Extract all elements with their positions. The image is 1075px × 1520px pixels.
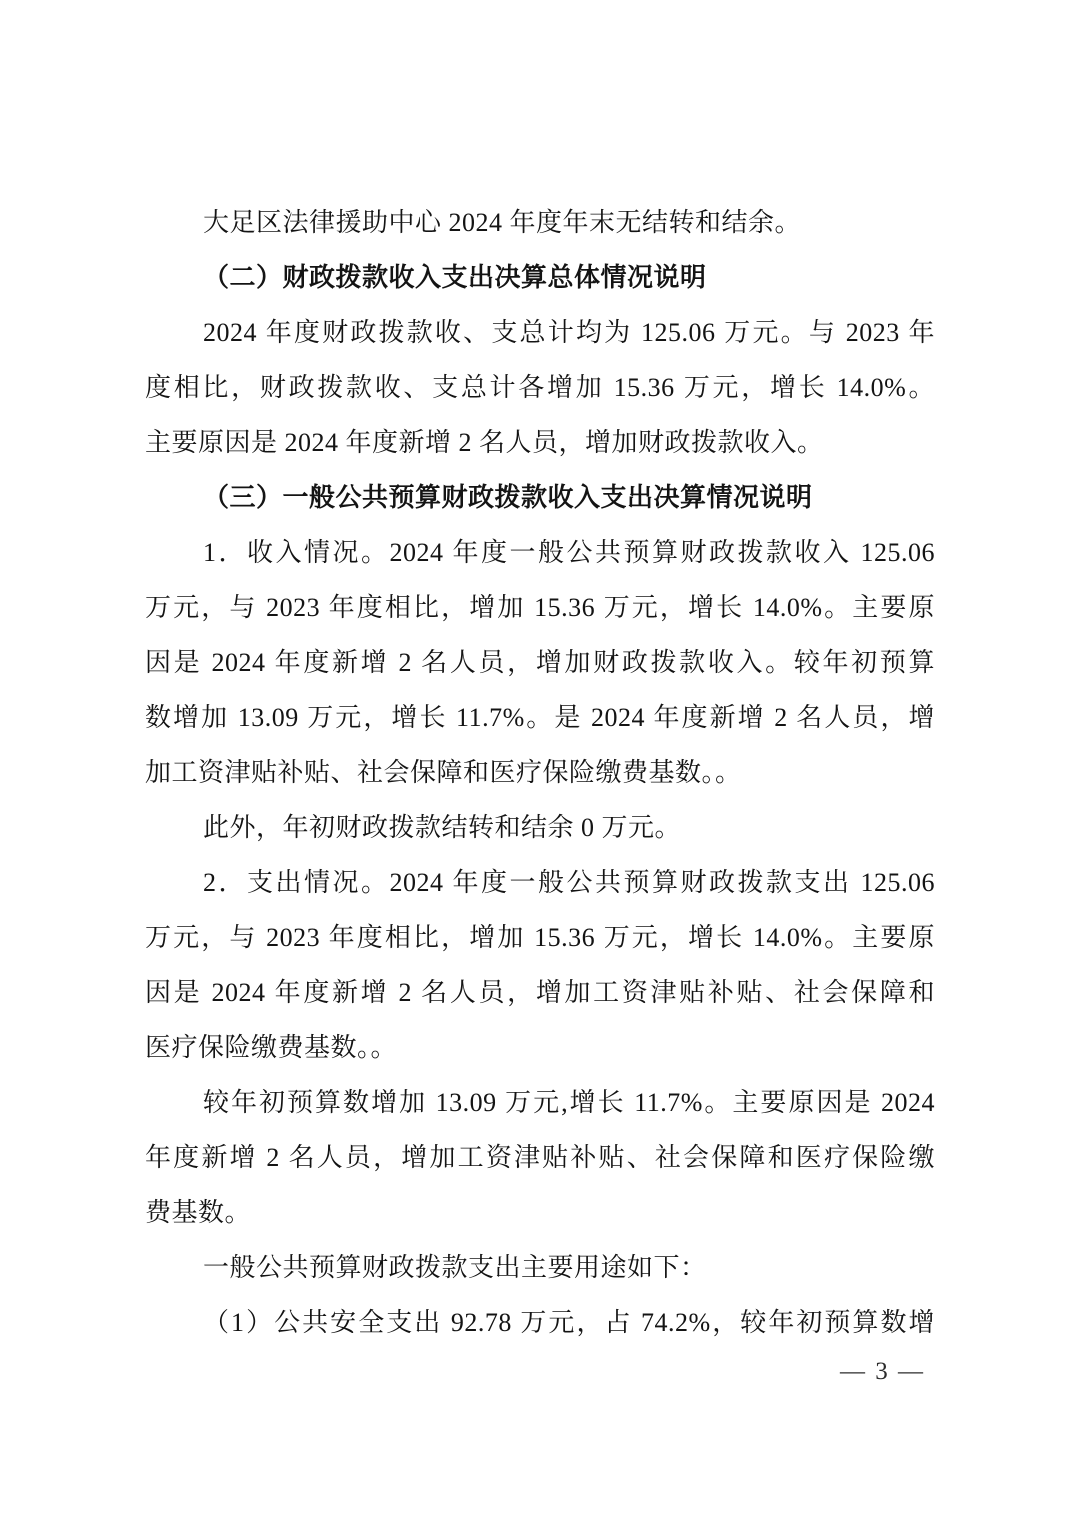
text-line: 一般公共预算财政拨款支出主要用途如下： — [203, 1253, 707, 1282]
document-body — [145, 195, 935, 1350]
page-number: — 3 — — [840, 1358, 925, 1385]
text-line: （1）公共安全支出 92.78 万元，占 74.2%，较年初预算数增 — [203, 1308, 935, 1337]
text-line: 加工资津贴补贴、社会保障和医疗保险缴费基数。。 — [145, 758, 742, 787]
text-line: 费基数。 — [145, 1198, 252, 1227]
text-line: 度相比，财政拨款收、支总计各增加 15.36 万元，增长 14.0%。 — [145, 373, 935, 402]
text-line: 2024 年度财政拨款收、支总计均为 125.06 万元。与 2023 年 — [203, 318, 935, 347]
text-line: 主要原因是 2024 年度新增 2 名人员，增加财政拨款收入。 — [145, 428, 824, 457]
text-line: 大足区法律援助中心 2024 年度年末无结转和结余。 — [203, 208, 802, 237]
section-heading-2: （二）财政拨款收入支出决算总体情况说明 — [203, 263, 707, 292]
text-line: 1．收入情况。2024 年度一般公共预算财政拨款收入 125.06 — [203, 538, 935, 567]
text-line: 较年初预算数增加 13.09 万元,增长 11.7%。主要原因是 2024 — [203, 1088, 935, 1117]
text-line: 因是 2024 年度新增 2 名人员，增加财政拨款收入。较年初预算 — [145, 648, 935, 677]
text-line: 年度新增 2 名人员，增加工资津贴补贴、社会保障和医疗保险缴 — [145, 1143, 935, 1172]
text-line: 2．支出情况。2024 年度一般公共预算财政拨款支出 125.06 — [203, 868, 935, 897]
text-line: 万元，与 2023 年度相比，增加 15.36 万元，增长 14.0%。主要原 — [145, 923, 935, 952]
text-line: 医疗保险缴费基数。。 — [145, 1033, 398, 1062]
section-heading-3: （三）一般公共预算财政拨款收入支出决算情况说明 — [203, 483, 813, 512]
text-line: 因是 2024 年度新增 2 名人员，增加工资津贴补贴、社会保障和 — [145, 978, 935, 1007]
text-line: 万元，与 2023 年度相比，增加 15.36 万元，增长 14.0%。主要原 — [145, 593, 935, 622]
text-line: 此外，年初财政拨款结转和结余 0 万元。 — [203, 813, 682, 842]
text-line: 数增加 13.09 万元，增长 11.7%。是 2024 年度新增 2 名人员，增 — [145, 703, 935, 732]
